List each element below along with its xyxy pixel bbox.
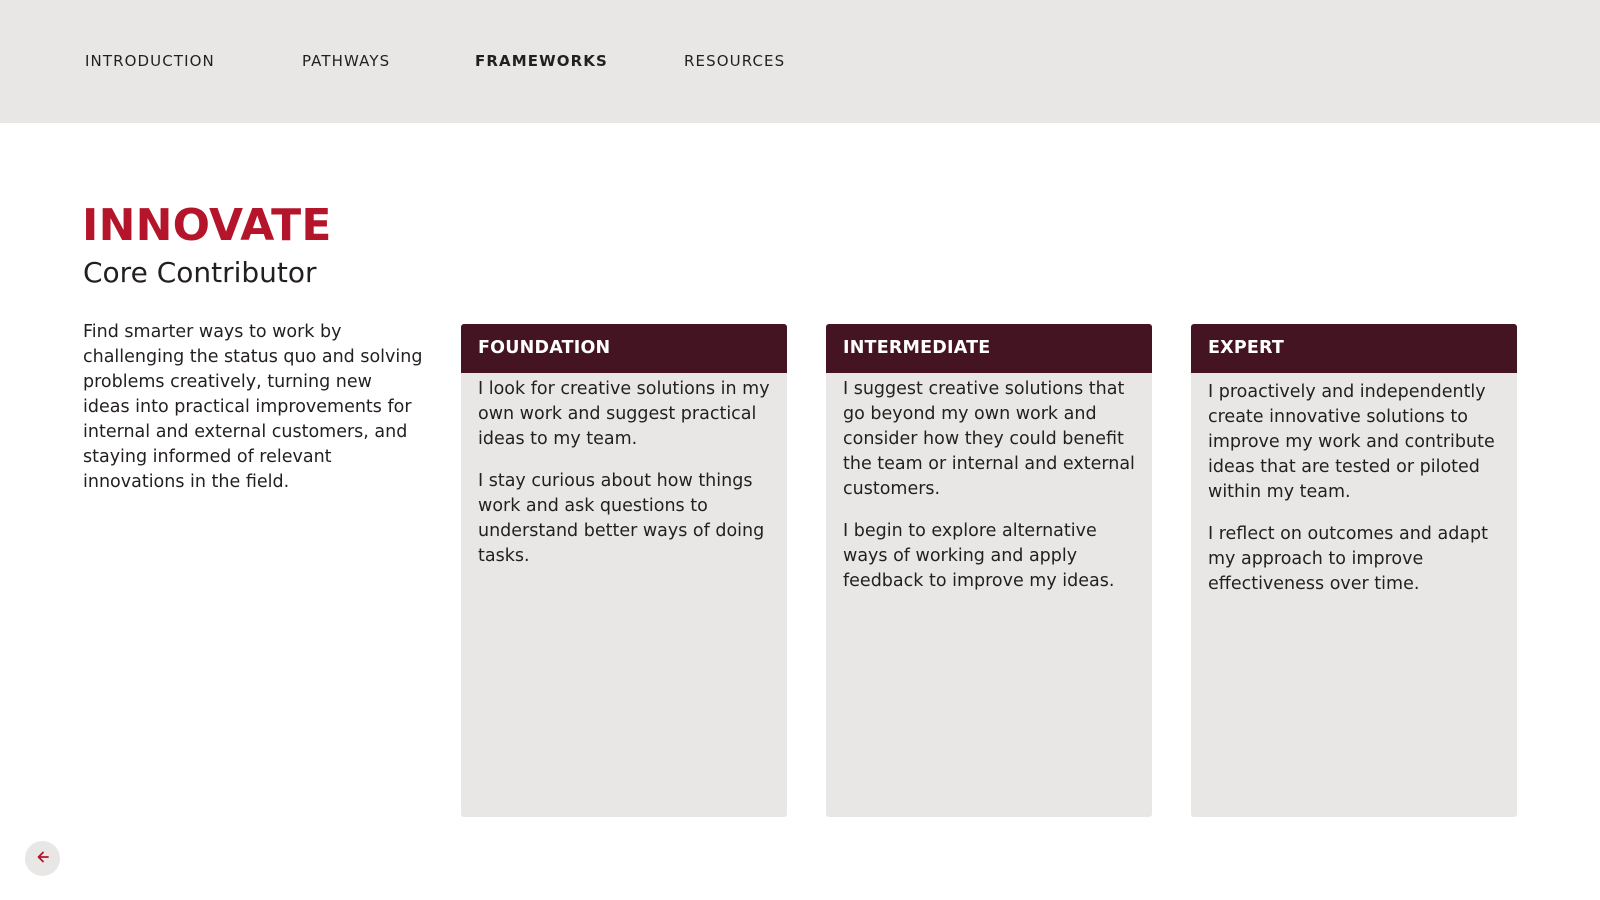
expert-card-header: EXPERT: [1191, 324, 1517, 373]
intermediate-paragraph-1: I suggest creative solutions that go beyond my own work and consider how they could benefit the team or internal and external customers.: [843, 379, 1135, 499]
foundation-card-header: FOUNDATION: [461, 324, 787, 373]
nav-introduction[interactable]: INTRODUCTION: [85, 52, 215, 70]
top-navigation-bar: [0, 0, 1600, 123]
intermediate-card-body: [826, 373, 1152, 594]
back-button[interactable]: [25, 841, 60, 876]
page-title: INNOVATE: [82, 200, 332, 251]
intro-description: Find smarter ways to work by challenging the status quo and solving problems creatively, turning new ideas into practical improvements for internal and external customers, and staying informed of relevant innovations in the field.: [83, 322, 423, 492]
page-subtitle: Core Contributor: [83, 256, 317, 289]
intermediate-card-header: INTERMEDIATE: [826, 324, 1152, 373]
foundation-paragraph-1: I look for creative solutions in my own work and suggest practical ideas to my team.: [478, 379, 770, 449]
expert-card: [1191, 324, 1517, 817]
expert-paragraph-2: I reflect on outcomes and adapt my approach to improve effectiveness over time.: [1208, 524, 1488, 594]
nav-frameworks[interactable]: FRAMEWORKS: [475, 52, 608, 70]
intermediate-paragraph-2: I begin to explore alternative ways of working and apply feedback to improve my ideas.: [843, 521, 1115, 591]
nav-pathways[interactable]: PATHWAYS: [302, 52, 391, 70]
expert-card-body: [1191, 373, 1517, 597]
foundation-card: [461, 324, 787, 817]
foundation-card-body: [461, 373, 787, 569]
nav-resources[interactable]: RESOURCES: [684, 52, 786, 70]
expert-paragraph-1: I proactively and independently create innovative solutions to improve my work and contribute ideas that are tested or piloted within my team.: [1208, 382, 1495, 502]
arrow-left-icon: [35, 849, 51, 869]
intermediate-card: [826, 324, 1152, 817]
foundation-paragraph-2: I stay curious about how things work and ask questions to understand better ways of doing tasks.: [478, 471, 765, 566]
